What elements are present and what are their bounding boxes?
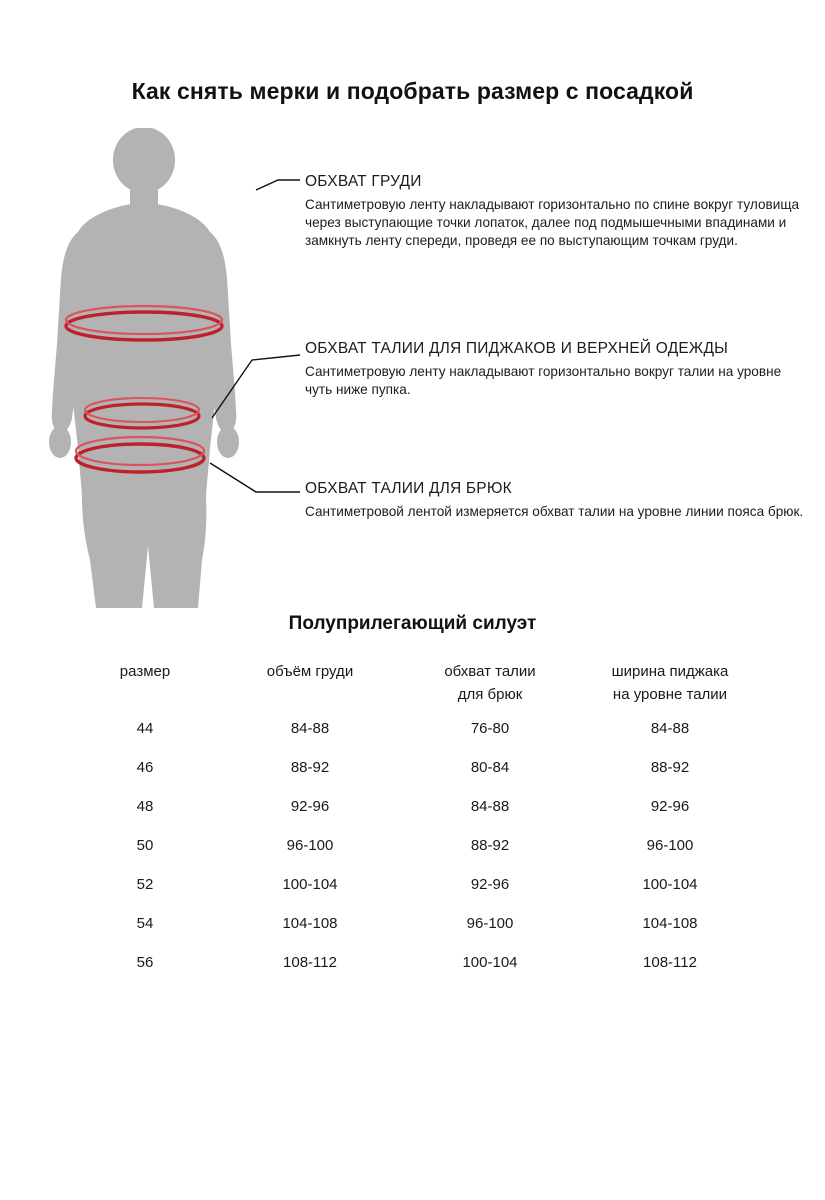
table-header-row	[70, 660, 760, 709]
cell-jacket-width: 104-108	[642, 914, 698, 932]
cell-chest: 96-100	[286, 836, 334, 854]
cell-size: 56	[136, 953, 154, 971]
callout-chest-body: Сантиметровую ленту накладывают горизонтально по спине вокруг туловища через выступающие точки лопаток, далее под подмышечными впадинами и замкнуть ленту спереди, проведя ее по выступающим точкам груди.	[305, 197, 800, 249]
cell-jacket-width: 100-104	[642, 875, 698, 893]
callout-chest	[305, 173, 805, 250]
cell-chest: 100-104	[282, 875, 338, 893]
page-title: Как снять мерки и подобрать размер с посадкой	[131, 78, 694, 104]
column-header-chest: объём груди	[266, 663, 354, 680]
callout-waist-jacket	[305, 340, 805, 399]
cell-size: 54	[136, 914, 154, 932]
cell-chest: 108-112	[283, 953, 337, 971]
figure-head	[113, 128, 175, 193]
cell-jacket-width: 88-92	[650, 758, 690, 776]
callout-waist-jacket-body: Сантиметровую ленту накладывают горизонтально вокруг талии на уровне чуть ниже пупка.	[305, 364, 782, 398]
cell-chest: 84-88	[290, 719, 330, 737]
cell-waist-trousers: 84-88	[470, 797, 510, 815]
table-row	[70, 904, 760, 943]
cell-waist-trousers: 96-100	[466, 914, 514, 932]
cell-jacket-width: 96-100	[646, 836, 694, 854]
cell-jacket-width: 108-112	[643, 953, 697, 971]
size-table-caption: Полуприлегающий силуэт	[288, 613, 537, 634]
cell-size: 44	[136, 719, 154, 737]
cell-chest: 92-96	[290, 797, 330, 815]
cell-size: 46	[136, 758, 154, 776]
column-header-waist-trousers: обхват талии для брюк	[444, 663, 536, 704]
table-row	[70, 826, 760, 865]
size-table-body	[70, 709, 760, 982]
cell-jacket-width: 84-88	[650, 719, 690, 737]
cell-waist-trousers: 92-96	[470, 875, 510, 893]
cell-size: 52	[136, 875, 154, 893]
callout-waist-jacket-title: ОБХВАТ ТАЛИИ ДЛЯ ПИДЖАКОВ И ВЕРХНЕЙ ОДЕЖДЫ	[305, 340, 729, 357]
callout-waist-trousers-title: ОБХВАТ ТАЛИИ ДЛЯ БРЮК	[305, 480, 512, 497]
cell-size: 50	[136, 836, 154, 854]
cell-chest: 88-92	[290, 758, 330, 776]
size-table-head	[70, 660, 760, 709]
callout-waist-trousers-body: Сантиметровой лентой измеряется обхват талии на уровне линии пояса брюк.	[305, 504, 804, 519]
cell-size: 48	[136, 797, 154, 815]
cell-waist-trousers: 80-84	[470, 758, 510, 776]
figure-svg	[30, 128, 280, 608]
figure-hand-left	[49, 426, 71, 458]
callout-waist-trousers	[305, 480, 805, 521]
table-row	[70, 787, 760, 826]
column-header-size: размер	[119, 663, 171, 680]
cell-chest: 104-108	[282, 914, 338, 932]
table-row	[70, 943, 760, 982]
body-figure-illustration	[30, 128, 280, 608]
table-row	[70, 748, 760, 787]
figure-legs	[82, 496, 206, 608]
cell-waist-trousers: 88-92	[470, 836, 510, 854]
figure-hand-right	[217, 426, 239, 458]
callout-chest-title: ОБХВАТ ГРУДИ	[305, 173, 422, 190]
cell-jacket-width: 92-96	[650, 797, 690, 815]
table-row	[70, 709, 760, 748]
cell-waist-trousers: 76-80	[470, 719, 510, 737]
cell-waist-trousers: 100-104	[462, 953, 518, 971]
table-row	[70, 865, 760, 904]
column-header-jacket-width: ширина пиджака на уровне талии	[611, 663, 729, 704]
size-table	[70, 660, 760, 982]
